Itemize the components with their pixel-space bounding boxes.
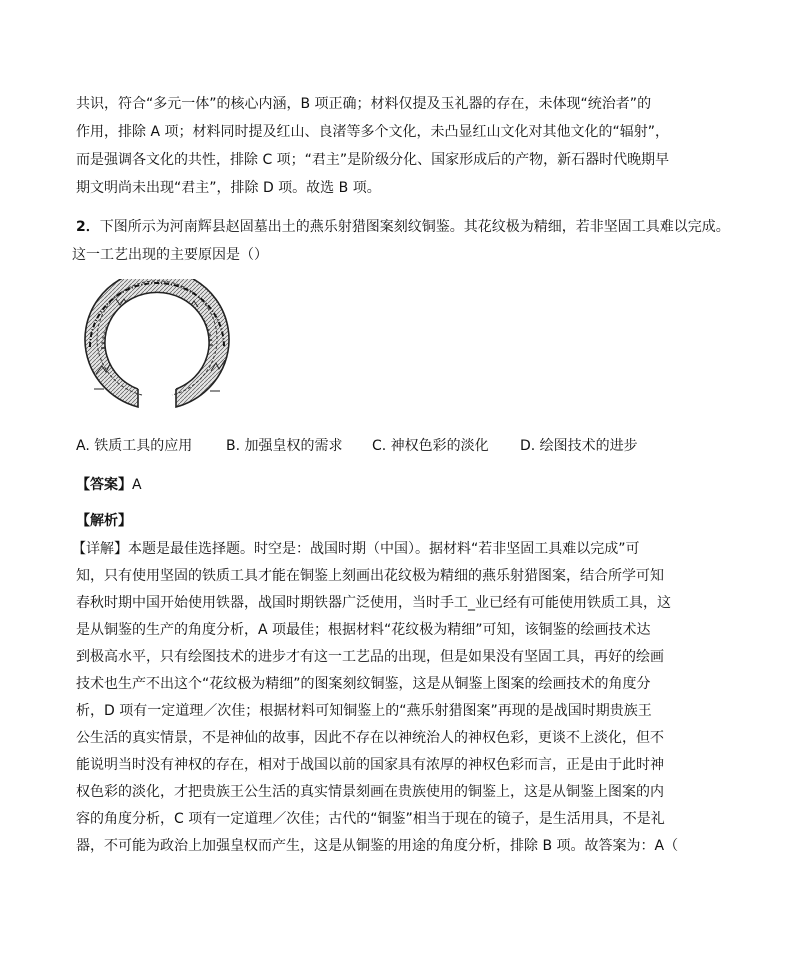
analysis-line-5: 到极高水平，只有绘图技术的进步才有这一工艺品的出现，但是如果没有坚固工具，再好的绘画 <box>76 649 664 665</box>
answer-line <box>76 475 142 495</box>
analysis-label: 【解析】 <box>76 513 132 529</box>
bronze-mirror-image <box>76 279 238 419</box>
prev-answer-line-2: 作用，排除 A 项；材料同时提及红山、良渚等多个文化，未凸显红山文化对其他文化的“辐射”， <box>76 124 669 140</box>
question-text-line-2: 这一工艺出现的主要原因是（） <box>72 247 268 263</box>
option-d: D. 绘图技术的进步 <box>520 438 638 454</box>
analysis-line-10: 权色彩的淡化，才把贵族王公生活的真实情景刻画在贵族使用的铜鉴上，这是从铜鉴上图案的内 <box>76 784 664 800</box>
analysis-line-9: 能说明当时没有神权的存在，相对于战国以前的国家具有浓厚的神权色彩而言，正是由于此时神 <box>76 757 664 773</box>
analysis-line-6: 技术也生产不出这个“花纹极为精细”的图案刻纹铜鉴，这是从铜鉴上图案的绘画技术的角度分 <box>76 676 651 692</box>
answer-value: A <box>132 477 142 493</box>
prev-answer-line-3: 而是强调各文化的共性，排除 C 项；“君主”是阶级分化、国家形成后的产物，新石器时代晚期早 <box>76 152 670 168</box>
analysis-line-2: 知，只有使用坚固的铁质工具才能在铜鉴上刻画出花纹极为精细的燕乐射猎图案，结合所学可知 <box>76 568 664 584</box>
question-text-line-1 <box>76 217 730 237</box>
analysis-line-1: 【详解】本题是最佳选择题。时空是：战国时期（中国）。据材料“若非坚固工具难以完成”可 <box>72 541 640 557</box>
question-number: 2． <box>76 219 100 235</box>
analysis-line-12: 器，不可能为政治上加强皇权而产生，这是从铜鉴的用途的角度分析，排除 B 项。故答案为：A（ <box>76 838 679 854</box>
analysis-line-11: 容的角度分析，C 项有一定道理／次佳；古代的“铜鉴”相当于现在的镜子，是生活用具，不是礼 <box>76 811 665 827</box>
option-c: C. 神权色彩的淡化 <box>372 438 489 454</box>
option-b: B. 加强皇权的需求 <box>226 438 343 454</box>
analysis-line-4: 是从铜鉴的生产的角度分析，A 项最佳；根据材料“花纹极为精细”可知，该铜鉴的绘画技术达 <box>76 622 651 638</box>
analysis-line-8: 公生活的真实情景，不是神仙的故事，因此不存在以神统治人的神权色彩，更谈不上淡化，但不 <box>76 730 664 746</box>
analysis-line-3: 春秋时期中国开始使用铁器，战国时期铁器广泛使用，当时手工_业已经有可能使用铁质工具，这 <box>76 595 671 611</box>
prev-answer-line-1: 共识，符合“多元一体”的核心内涵，B 项正确；材料仅提及玉礼器的存在，未体现“统治者”的 <box>76 96 652 112</box>
question-stem: 下图所示为河南辉县赵固墓出土的燕乐射猎图案刻纹铜鉴。其花纹极为精细，若非坚固工具难以完成。 <box>99 219 730 235</box>
answer-label: 【答案】 <box>76 477 132 493</box>
analysis-line-7: 析，D 项有一定道理／次佳；根据材料可知铜鉴上的“燕乐射猎图案”再现的是战国时期贵族王 <box>76 703 652 719</box>
option-a: A. 铁质工具的应用 <box>76 438 193 454</box>
prev-answer-line-4: 期文明尚未出现“君主”，排除 D 项。故选 B 项。 <box>76 180 381 196</box>
